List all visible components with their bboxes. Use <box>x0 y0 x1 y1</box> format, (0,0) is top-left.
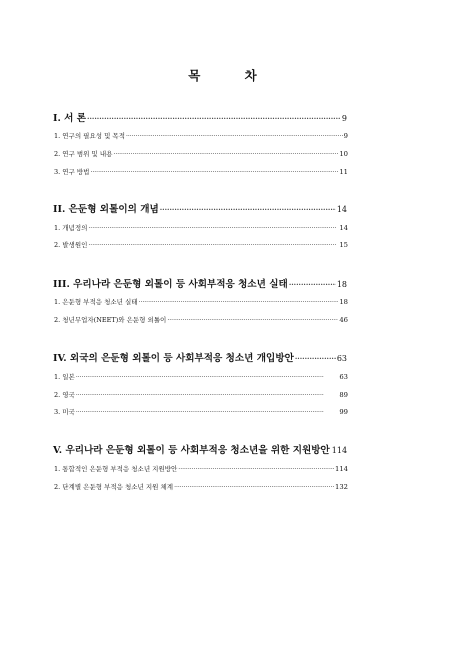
toc-item[interactable] <box>53 131 348 140</box>
section-label: III. 우리나라 은둔형 외톨이 등 사회부적응 청소년 실태 <box>53 279 288 290</box>
item-page: 14 <box>339 224 348 232</box>
item-label: 3. 미국 <box>54 408 75 416</box>
item-label: 1. 통합적인 은둔형 부적응 청소년 지원방안 <box>54 465 178 473</box>
leader-dots <box>90 169 338 176</box>
section-page: 9 <box>341 114 347 123</box>
item-page: 63 <box>339 373 348 381</box>
section-label: V. 우리나라 은둔형 외톨이 등 사회부적응 청소년을 위한 지원방안 <box>53 445 330 456</box>
section-page: 14 <box>336 205 347 214</box>
item-page: 114 <box>335 465 348 473</box>
toc-title: 목 차 <box>188 68 277 83</box>
leader-dots <box>113 151 338 158</box>
leader-dots <box>167 317 338 324</box>
item-label: 1. 연구의 필요성 및 목적 <box>54 132 125 140</box>
section-label: II. 은둔형 외톨이의 개념 <box>53 204 159 215</box>
item-page: 99 <box>339 408 348 416</box>
section-label: I. 서 론 <box>53 113 87 124</box>
toc-item[interactable] <box>53 167 348 176</box>
item-page: 15 <box>339 241 348 249</box>
toc-item[interactable] <box>53 297 348 306</box>
section-page: 114 <box>331 446 348 455</box>
section-page: 18 <box>336 280 347 289</box>
leader-dots <box>174 484 334 491</box>
toc-item[interactable] <box>53 240 348 249</box>
leader-dots <box>289 280 336 289</box>
leader-dots <box>76 392 339 399</box>
toc-section-5[interactable] <box>53 442 347 456</box>
item-label: 2. 단계별 은둔형 부적응 청소년 지원 체계 <box>54 483 174 491</box>
leader-dots <box>88 242 338 249</box>
item-label: 2. 청년무업자(NEET)와 은둔형 외톨이 <box>54 316 167 324</box>
toc-section-2[interactable] <box>53 201 347 215</box>
leader-dots <box>76 374 339 381</box>
toc-item[interactable] <box>53 372 348 381</box>
toc-item[interactable] <box>53 223 348 232</box>
item-label: 2. 연구 범위 및 내용 <box>54 150 113 158</box>
toc-section-4[interactable] <box>53 350 347 364</box>
toc-item[interactable] <box>53 464 348 473</box>
toc-item[interactable] <box>53 482 348 491</box>
leader-dots <box>295 354 336 363</box>
leader-dots <box>76 409 339 416</box>
item-label: 2. 발생원인 <box>54 241 88 249</box>
toc-item[interactable] <box>53 407 348 416</box>
item-label: 1. 개념정의 <box>54 224 88 232</box>
item-page: 89 <box>339 391 348 399</box>
item-page: 10 <box>339 150 348 158</box>
section-page: 63 <box>336 354 347 363</box>
leader-dots <box>88 225 338 232</box>
item-page: 132 <box>335 483 348 491</box>
toc-item[interactable] <box>53 149 348 158</box>
item-label: 1. 은둔형 부적응 청소년 실태 <box>54 298 138 306</box>
toc-section-3[interactable] <box>53 276 347 290</box>
section-label: IV. 외국의 은둔형 외톨이 등 사회부적응 청소년 개입방안 <box>53 353 294 364</box>
leader-dots <box>160 205 336 214</box>
item-label: 1. 일본 <box>54 373 75 381</box>
item-page: 18 <box>339 298 348 306</box>
toc-section-1[interactable] <box>53 110 347 124</box>
leader-dots <box>139 299 339 306</box>
leader-dots <box>178 466 334 473</box>
item-page: 46 <box>339 316 348 324</box>
leader-dots <box>87 114 341 123</box>
toc-item[interactable] <box>53 390 348 399</box>
item-label: 3. 연구 방법 <box>54 168 90 176</box>
leader-dots <box>126 133 343 140</box>
item-label: 2. 영국 <box>54 391 75 399</box>
item-page: 11 <box>339 168 348 176</box>
toc-item[interactable] <box>53 315 348 324</box>
item-page: 9 <box>343 132 348 140</box>
